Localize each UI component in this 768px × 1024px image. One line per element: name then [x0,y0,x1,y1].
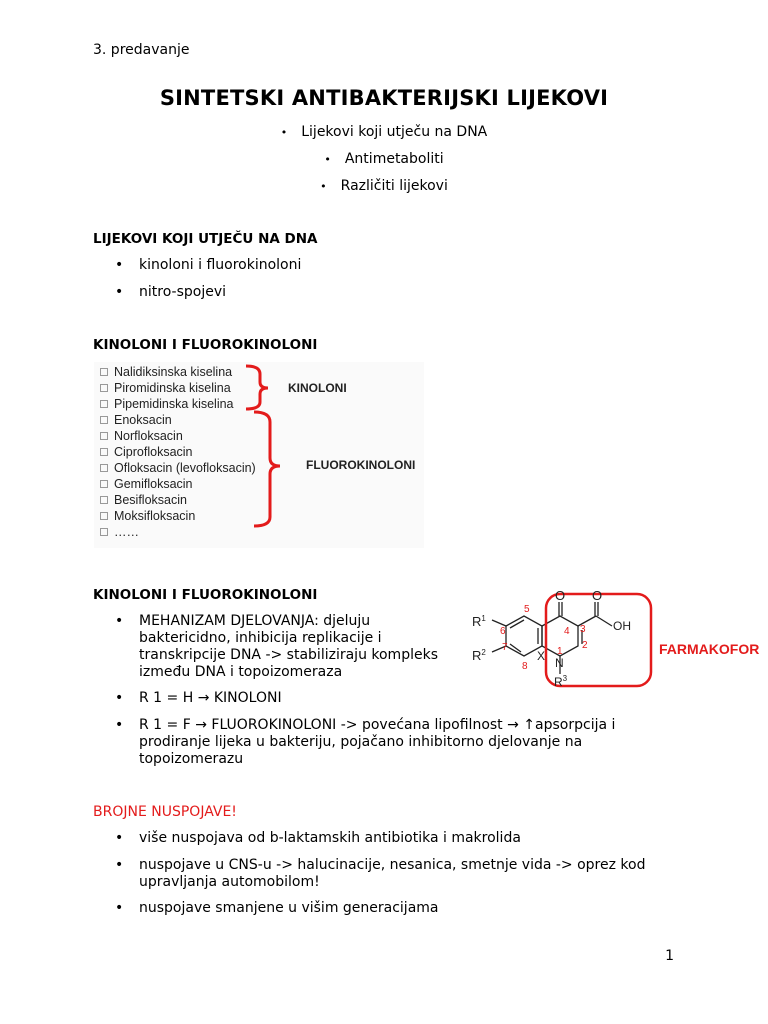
toc-item [0,151,768,167]
bullet: • [115,857,124,873]
drug-item: Piromidinska kiselina [100,381,231,395]
group-label-kinoloni: KINOLONI [288,381,347,395]
bullet: • [115,830,124,846]
farmakofor-label: FARMAKOFOR [659,641,760,657]
toc-label: Različiti lijekovi [340,178,448,194]
toc-item [0,124,768,140]
lecture-label: 3. predavanje [93,42,190,58]
side-effects-heading: BROJNE NUSPOJAVE! [93,804,237,820]
svg-text:8: 8 [522,661,528,672]
svg-text:N: N [555,656,564,670]
svg-text:3: 3 [580,624,586,635]
svg-text:R1: $R^1$ [472,614,486,629]
drug-item: Nalidiksinska kiselina [100,365,232,379]
bullet: • [115,717,124,733]
svg-text:R3: $R^3$ [554,674,568,689]
r1-f-text: R 1 = F → FLUOROKINOLONI -> povećana lipofilnost → ↑apsorpcija i prodiranje lijeka u bakteriju, pojačano inhibitorno djelovanje na topoizomerazu [139,717,616,767]
drug-item: Ciprofloksacin [100,445,193,459]
svg-text:R2: $R^2$ [472,648,486,663]
drug-item: Ofloksacin (levofloksacin) [100,461,256,475]
brace-graphic [94,362,424,548]
svg-text:O: O [592,588,603,603]
svg-text:O: O [555,588,566,603]
bullet: • [115,613,124,629]
bullet: • [320,180,327,193]
list-item-text: kinoloni i fluorokinoloni [139,257,302,273]
drug-item: Norfloksacin [100,429,183,443]
side-effect-item: više nuspojava od b-laktamskih antibiotika i makrolida [139,830,521,846]
list-item: • nitro-spojevi [115,284,227,300]
svg-text:1: 1 [557,646,563,657]
drug-item: Gemifloksacin [100,477,193,491]
kinoloni-brace [246,366,268,409]
toc-item [0,178,768,194]
drug-list-figure [94,362,424,548]
svg-text:OH: OH [613,619,631,633]
toc-label: Lijekovi koji utječu na DNA [301,124,488,140]
drug-item: Enoksacin [100,413,172,427]
list-item-text: nitro-spojevi [139,284,227,300]
svg-text:7: 7 [502,642,508,653]
svg-text:6: 6 [500,626,506,637]
bullet: • [115,900,124,916]
list-item: • kinoloni i fluorokinoloni [115,257,302,273]
bullet: • [324,153,331,166]
bullet: • [280,126,288,139]
drug-item: …… [100,525,139,539]
page-number: 1 [665,948,674,964]
bullet: • [115,690,124,706]
section-heading: KINOLONI I FLUOROKINOLONI [93,587,318,603]
toc-label: Antimetaboliti [344,151,444,167]
section-heading: KINOLONI I FLUOROKINOLONI [93,337,318,353]
drug-item: Besifloksacin [100,493,187,507]
quinolone-structure [466,588,766,698]
group-label-fluorokinoloni: FLUOROKINOLONI [306,458,416,472]
r1-h-text: R 1 = H → KINOLONI [139,690,282,706]
drug-item: Moksifloksacin [100,509,195,523]
side-effect-item: nuspojave u CNS-u -> halucinacije, nesanica, smetnje vida -> oprez kod upravljanja automobilom! [139,857,646,890]
svg-text:4: 4 [564,626,570,637]
svg-text:5: 5 [524,604,530,615]
mechanism-text: MEHANIZAM DJELOVANJA: djeluju baktericidno, inhibicija replikacije i transkripcije DNA -> stabiliziraju kompleks između DNA i topoizomeraza [139,613,438,680]
fluorokinoloni-brace [254,412,280,526]
page-title: SINTETSKI ANTIBAKTERIJSKI LIJEKOVI [159,86,609,110]
svg-text:2: 2 [582,640,588,651]
side-effect-item: nuspojave smanjene u višim generacijama [139,900,439,916]
svg-text:X: X [537,649,546,663]
drug-item: Pipemidinska kiselina [100,397,234,411]
section-heading: LIJEKOVI KOJI UTJEČU NA DNA [93,231,318,247]
